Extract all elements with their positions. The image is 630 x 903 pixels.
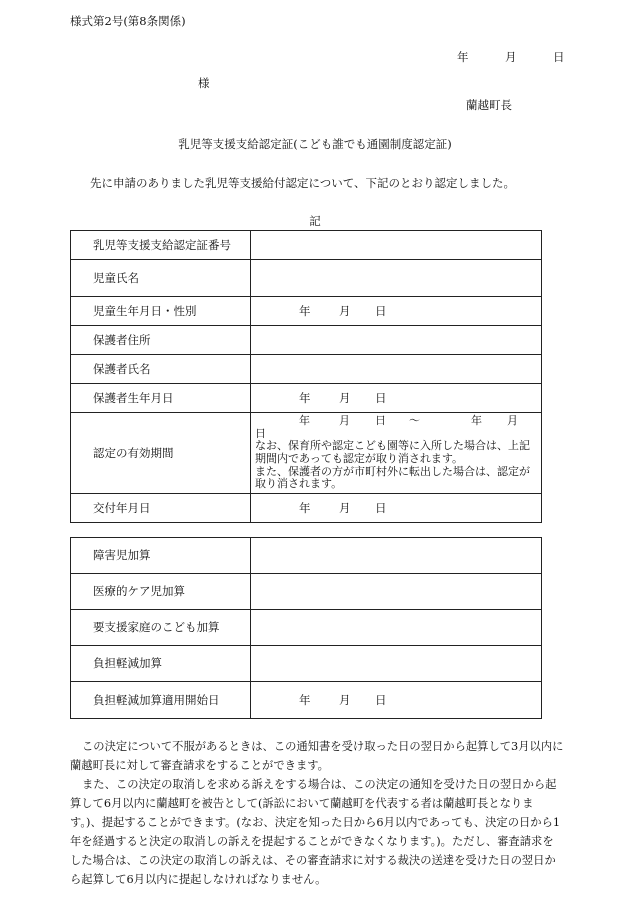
reduction-start-date-value (251, 682, 542, 719)
row-value (251, 260, 542, 297)
row-label: 交付年月日 (71, 494, 251, 523)
date-year: 年 (457, 50, 469, 64)
row-value (251, 646, 542, 682)
table-row (71, 326, 542, 355)
date-month: 月 (339, 414, 350, 428)
row-label: 児童生年月日・性別 (71, 297, 251, 326)
date-day: 日 (375, 692, 387, 707)
table-row (71, 413, 542, 494)
row-label: 医療的ケア児加算 (71, 574, 251, 610)
row-label: 認定の有効期間 (71, 413, 251, 494)
date-year: 年 (299, 303, 311, 318)
row-label: 乳児等支援支給認定証番号 (71, 231, 251, 260)
intro-text: 先に申請のありました乳児等支援給付認定について、下記のとおり認定しました。 (90, 176, 516, 190)
row-value (251, 610, 542, 646)
addressee-honorific: 様 (198, 76, 210, 90)
certificate-table (70, 230, 542, 523)
row-value (251, 574, 542, 610)
ki-heading: 記 (309, 214, 321, 228)
table-row (71, 355, 542, 384)
appeal-paragraph-review: この決定について不服があるときは、この通知書を受け取った日の翌日から起算して3月以内に蘭越町長に対して審査請求をすることができます。 (70, 740, 564, 772)
date-month: 月 (339, 390, 351, 405)
date-month: 月 (507, 414, 518, 428)
date-year: 年 (471, 414, 482, 428)
birthdate-sex-value (251, 297, 542, 326)
table-row (71, 574, 542, 610)
table-row (71, 646, 542, 682)
date-month: 月 (505, 50, 517, 64)
table-row (71, 494, 542, 523)
date-year: 年 (299, 390, 311, 405)
appeal-paragraph-lawsuit: また、この決定の取消しを求める訴えをする場合は、この決定の通知を受けた日の翌日から起算して6月以内に蘭越町を被告として(訴訟において蘭越町を代表する者は蘭越町長となります。)、提起することができます。(なお、決定を知った日から6月以内であっても、決定の日から1年を経過すると決定の取消しの訴えを提起することができなくなります。)。ただし、審査請求をした場合は、この決定の取消しの訴えは、その審査請求に対する裁決の送達を受けた日の翌日から起算して6月以内に提起しなければなりません。 (70, 777, 561, 886)
row-label: 保護者生年月日 (71, 384, 251, 413)
table-row (71, 384, 542, 413)
date-day: 日 (553, 50, 565, 64)
document-title: 乳児等支援支給認定証(こども誰でも通園制度認定証) (178, 137, 452, 151)
row-label: 負担軽減加算適用開始日 (71, 682, 251, 719)
issuer-name: 蘭越町長 (466, 98, 512, 112)
period-note-nursery: なお、保育所や認定こども園等に入所した場合は、上記期間内であっても認定が取り消されます。 (255, 439, 530, 465)
row-label: 要支援家庭のこども加算 (71, 610, 251, 646)
row-label: 障害児加算 (71, 538, 251, 574)
appeal-notice (70, 738, 564, 890)
row-label: 保護者住所 (71, 326, 251, 355)
range-tilde: 〜 (409, 414, 420, 428)
date-year: 年 (299, 414, 310, 428)
issue-date-line (457, 50, 565, 65)
validity-period-value (251, 413, 542, 494)
row-label: 保護者氏名 (71, 355, 251, 384)
date-month: 月 (339, 303, 351, 318)
table-row (71, 231, 542, 260)
date-day: 日 (375, 303, 387, 318)
guardian-birthdate-value (251, 384, 542, 413)
row-value (251, 326, 542, 355)
row-value (251, 538, 542, 574)
table-row (71, 610, 542, 646)
row-label: 負担軽減加算 (71, 646, 251, 682)
date-year: 年 (299, 692, 311, 707)
row-value (251, 231, 542, 260)
form-number: 様式第2号(第8条関係) (70, 14, 186, 28)
table-row (71, 538, 542, 574)
additions-table (70, 537, 542, 719)
date-day: 日 (375, 500, 387, 515)
date-month: 月 (339, 692, 351, 707)
issue-date-value (251, 494, 542, 523)
date-day: 日 (375, 390, 387, 405)
period-note-relocation: また、保護者の方が市町村外に転出した場合は、認定が取り消されます。 (255, 464, 530, 491)
row-label: 児童氏名 (71, 260, 251, 297)
table-row (71, 260, 542, 297)
table-row (71, 297, 542, 326)
period-range (255, 415, 537, 428)
date-day: 日 (375, 414, 386, 428)
date-month: 月 (339, 500, 351, 515)
row-value (251, 355, 542, 384)
date-year: 年 (299, 500, 311, 515)
table-row (71, 682, 542, 719)
period-end-day: 日 (255, 426, 266, 440)
